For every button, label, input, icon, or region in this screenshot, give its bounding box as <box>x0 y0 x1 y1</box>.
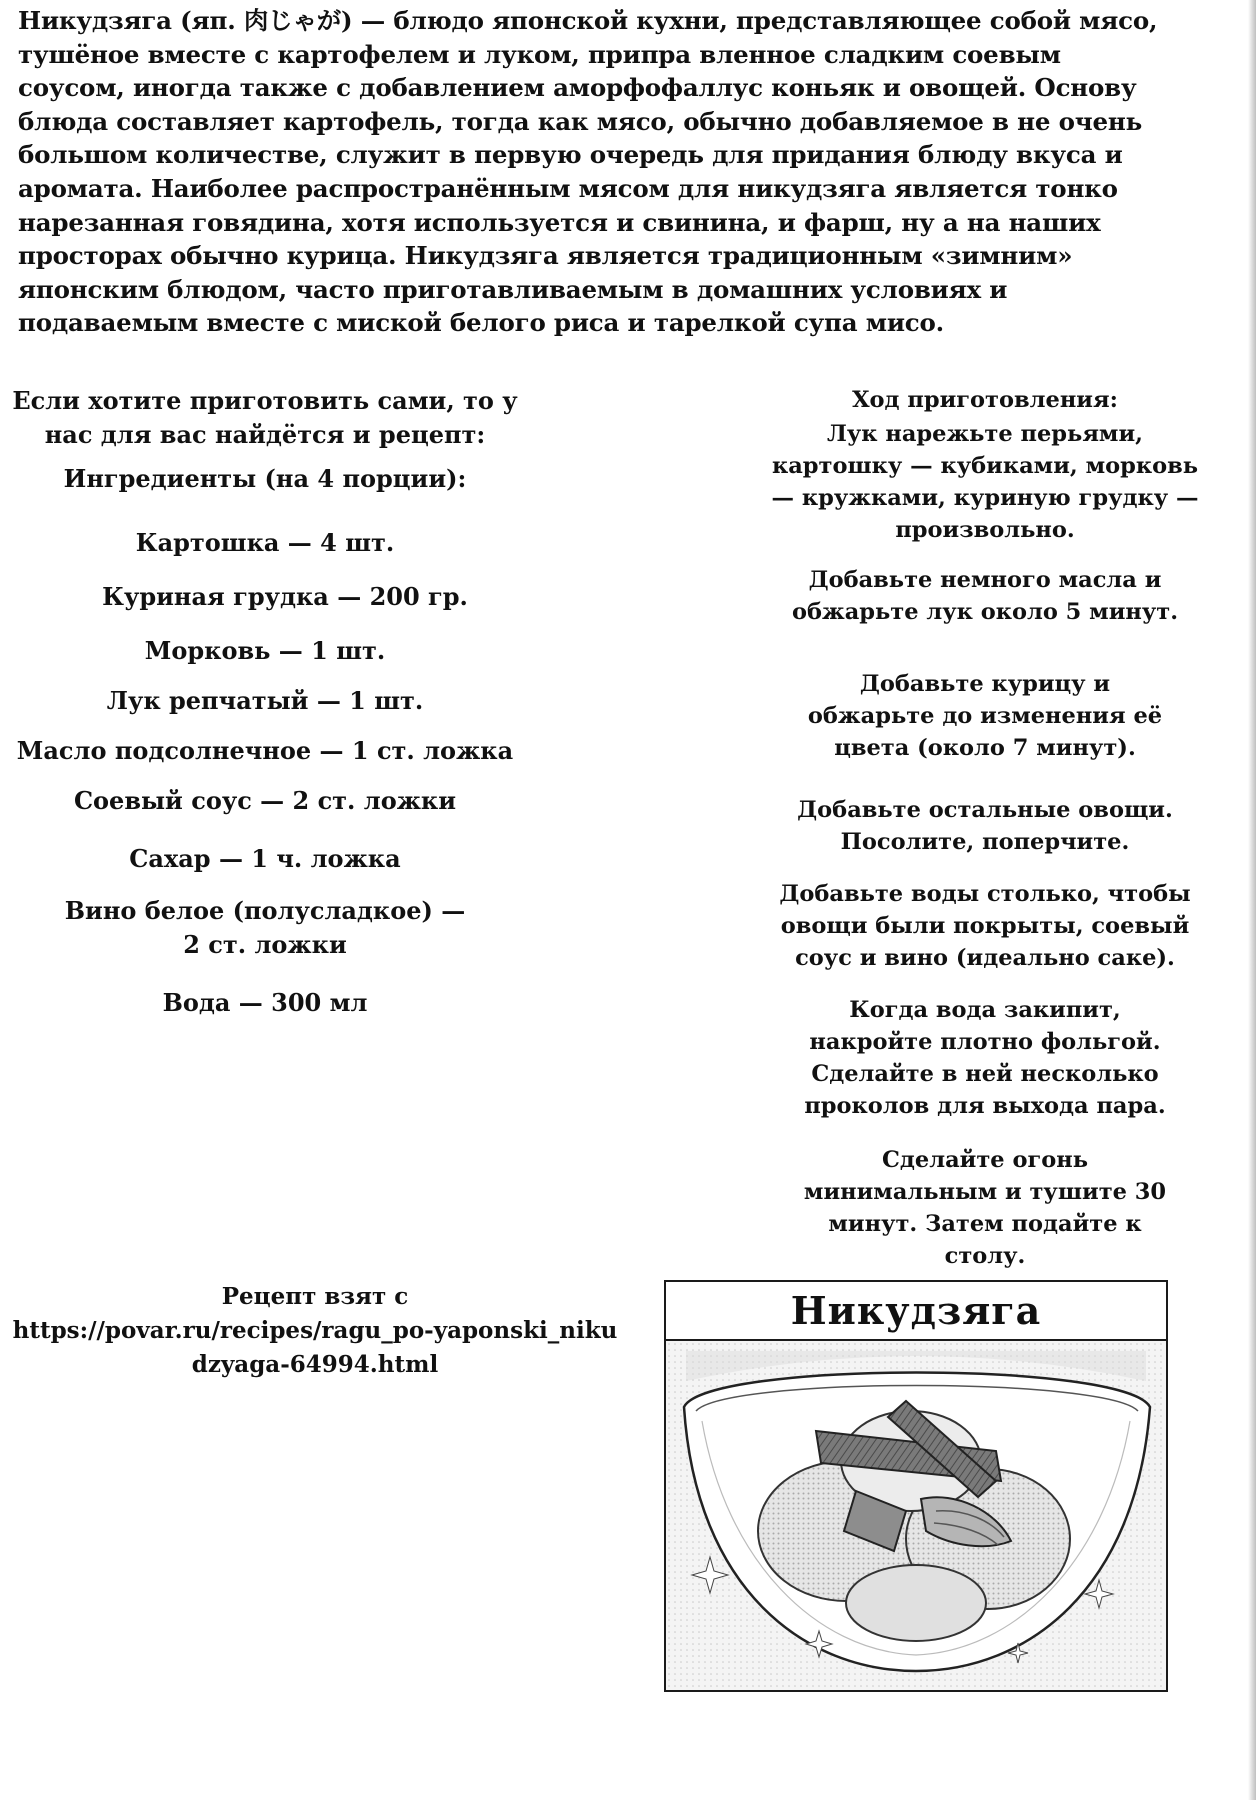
step-item: Когда вода закипит, накройте плотно фольгой. Сделайте в ней несколько проколов для выхода пара. <box>804 997 1166 1119</box>
dish-card <box>664 1280 1168 1692</box>
ingredient-item: Морковь — 1 шт. <box>144 636 386 665</box>
step-item: Сделайте огонь минимальным и тушите 30 минут. Затем подайте к столу. <box>803 1147 1167 1269</box>
ingredient-item: Вода — 300 мл <box>162 988 368 1017</box>
intro-paragraph: Никудзяга (яп. 肉じゃが) — блюдо японской кухни, представляющее собой мясо, тушёное вместе с картофелем и луком, припра вленное сладким соевым соусом, иногда также с добавлением аморфофаллус коньяк и овощей. Основу блюда составляет картофель, тогда как мясо, обычно добавляемое в не очень большом количестве, служит в первую очередь для придания блюду вкуса и аромата. Наиболее распространённым мясом для никудзяга является тонко нарезанная говядина, хотя используется и свинина, и фарш, ну а на наших просторах обычно курица. Никудзяга является традиционным «зимним» японским блюдом, часто приготавливаемым в домашних условиях и подаваемым вместе с миской белого риса и тарелкой супа мисо. <box>18 6 1158 338</box>
source-label: Рецепт взят с <box>221 1283 409 1310</box>
recipe-source <box>10 1280 620 1382</box>
step-item: Лук нарежьте перьями, картошку — кубиками, морковь — кружками, куриную грудку — произвольно. <box>771 421 1199 543</box>
dish-card-title: Никудзяга <box>666 1282 1166 1341</box>
ingredient-item: Вино белое (полусладкое) — 2 ст. ложки <box>64 896 466 959</box>
ingredient-item: Сахар — 1 ч. ложка <box>129 844 401 873</box>
step-item: Добавьте остальные овощи. Посолите, поперчите. <box>797 797 1173 855</box>
ingredient-item: Куриная грудка — 200 гр. <box>102 582 468 611</box>
nikujaga-bowl-illustration <box>666 1341 1166 1690</box>
steps-section <box>770 384 1200 1272</box>
page-edge-shadow <box>1248 0 1256 1800</box>
ingredients-heading: Ингредиенты (на 4 порции): <box>63 464 467 493</box>
ingredient-item: Масло подсолнечное — 1 ст. ложка <box>16 736 514 765</box>
potato-piece <box>846 1565 986 1641</box>
steps-heading: Ход приготовления: <box>852 387 1118 413</box>
ingredient-item: Лук репчатый — 1 шт. <box>106 686 424 715</box>
ingredient-item: Соевый соус — 2 ст. ложки <box>73 786 457 815</box>
ingredients-section <box>10 384 520 1020</box>
ingredient-item: Картошка — 4 шт. <box>135 528 395 557</box>
step-item: Добавьте воды столько, чтобы овощи были покрыты, соевый соус и вино (идеально саке). <box>779 881 1191 971</box>
ingredients-intro: Если хотите приготовить сами, то у нас для вас найдётся и рецепт: <box>12 386 518 449</box>
source-url[interactable]: https://povar.ru/recipes/ragu_po-yaponski_nikudzyaga-64994.html <box>12 1317 618 1378</box>
step-item: Добавьте немного масла и обжарьте лук около 5 минут. <box>791 567 1179 625</box>
step-item: Добавьте курицу и обжарьте до изменения её цвета (около 7 минут). <box>807 671 1163 761</box>
